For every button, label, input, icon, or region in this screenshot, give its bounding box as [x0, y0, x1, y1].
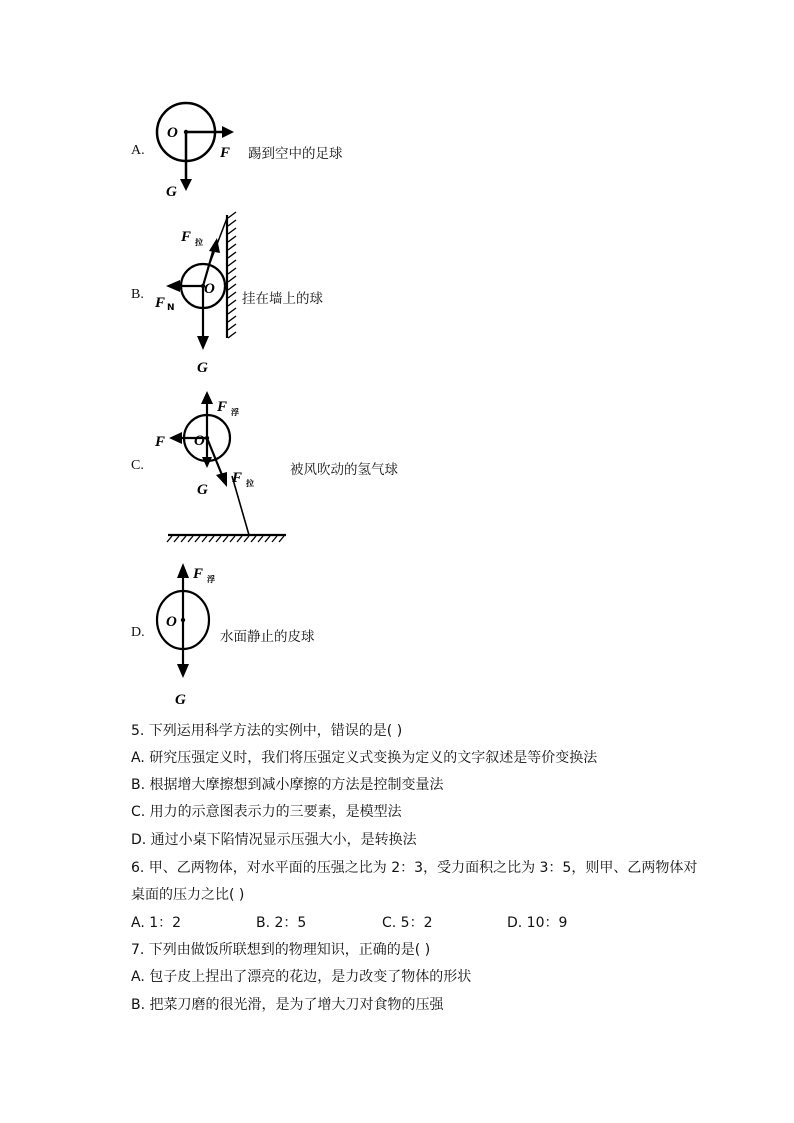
option-c-letter: C.	[131, 458, 144, 473]
question-5-option-b: B. 根据增大摩擦想到减小摩擦的方法是控制变量法	[131, 777, 444, 793]
question-7-option-b: B. 把菜刀磨的很光滑，是为了增大刀对食物的压强	[131, 997, 444, 1013]
question-5-stem: 5. 下列运用科学方法的实例中，错误的是( )	[131, 723, 403, 739]
force-normal-label: F	[155, 295, 166, 311]
force-buoyancy-label: F	[217, 399, 228, 415]
question-5-option-c: C. 用力的示意图表示力的三要素，是模型法	[131, 804, 402, 820]
question-6-stem-line-1: 6. 甲、乙两物体，对水平面的压强之比为 2：3，受力面积之比为 3：5，则甲、乙两物体对	[131, 860, 698, 876]
option-d-caption: 水面静止的皮球	[220, 629, 315, 645]
gravity-g-label: G	[175, 692, 186, 708]
question-6-option-c: C. 5：2	[382, 915, 433, 931]
point-o-label: O	[194, 433, 205, 449]
point-o-label: O	[204, 281, 215, 297]
gravity-g-label: G	[197, 482, 208, 498]
question-5-option-d: D. 通过小桌下陷情况显示压强大小，是转换法	[131, 832, 417, 848]
option-b-caption: 挂在墙上的球	[242, 291, 323, 307]
question-6-option-d: D. 10：9	[507, 915, 568, 931]
option-a-caption: 踢到空中的足球	[248, 146, 343, 162]
force-pull-label: F	[181, 229, 192, 245]
svg-text:拉: 拉	[246, 479, 254, 488]
svg-text:浮: 浮	[207, 575, 215, 584]
question-5-option-a: A. 研究压强定义时，我们将压强定义式变换为定义的文字叙述是等价变换法	[131, 750, 598, 766]
question-7-stem: 7. 下列由做饭所联想到的物理知识，正确的是( )	[131, 942, 431, 958]
force-f-label: F	[220, 145, 231, 161]
diagram-c-hydrogen-balloon	[150, 385, 290, 545]
option-b-letter: B.	[131, 287, 144, 302]
question-6-option-b: B. 2：5	[256, 915, 307, 931]
option-c-caption: 被风吹动的氢气球	[290, 462, 398, 478]
force-pull-label: F	[232, 470, 243, 486]
gravity-g-label: G	[166, 184, 177, 200]
question-6-stem-line-2: 桌面的压力之比( )	[131, 887, 245, 903]
svg-text:浮: 浮	[231, 408, 239, 417]
point-o-label: O	[167, 125, 178, 141]
diagram-a-kicked-football	[150, 95, 260, 205]
option-d-letter: D.	[131, 625, 145, 640]
force-wind-label: F	[155, 434, 166, 450]
svg-text:拉: 拉	[195, 238, 203, 247]
question-7-option-a: A. 包子皮上捏出了漂亮的花边，是力改变了物体的形状	[131, 969, 472, 985]
point-o-label: O	[166, 614, 177, 630]
svg-text:N: N	[167, 303, 175, 313]
gravity-g-label: G	[197, 360, 208, 376]
option-a-letter: A.	[131, 143, 145, 158]
force-buoyancy-label: F	[193, 566, 204, 582]
question-6-option-a: A. 1：2	[131, 915, 182, 931]
